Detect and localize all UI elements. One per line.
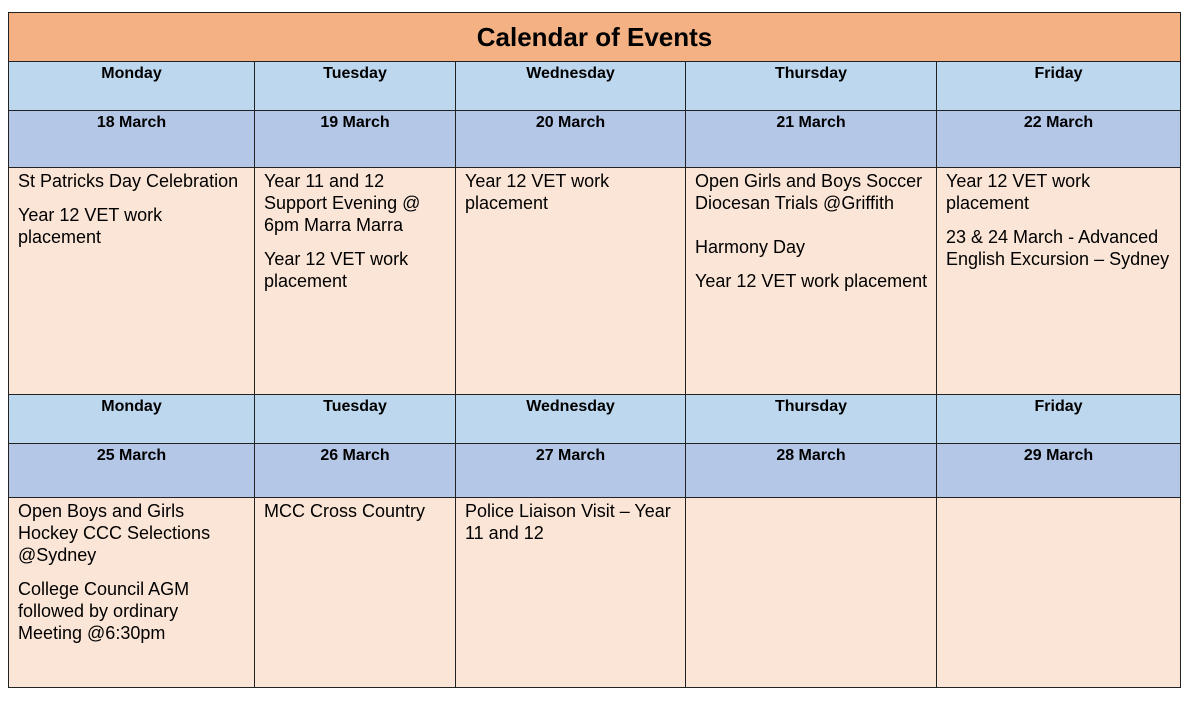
event-item: College Council AGM followed by ordinary Meeting @6:30pm (18, 579, 190, 643)
events-cell (937, 168, 1181, 395)
event-item: Year 12 VET work placement (946, 171, 1091, 213)
events-cell (937, 498, 1181, 688)
events-cell (456, 168, 686, 395)
calendar-title: Calendar of Events (9, 13, 1181, 62)
events-cell (456, 498, 686, 688)
events-cell (686, 498, 937, 688)
date-cell: 26 March (255, 444, 456, 498)
event-item: Police Liaison Visit – Year 11 and 12 (465, 501, 671, 543)
event-item: Year 12 VET work placement (18, 205, 163, 247)
day-header-wednesday: Wednesday (456, 62, 686, 111)
event-item: Open Girls and Boys Soccer Diocesan Trials @Griffith (695, 171, 923, 213)
date-cell: 29 March (937, 444, 1181, 498)
day-header-thursday: Thursday (686, 395, 937, 444)
day-header-monday: Monday (9, 395, 255, 444)
day-header-thursday: Thursday (686, 62, 937, 111)
events-cell (9, 498, 255, 688)
event-item: St Patricks Day Celebration (18, 171, 239, 191)
calendar-table (8, 12, 1181, 688)
day-header-friday: Friday (937, 395, 1181, 444)
day-header-friday: Friday (937, 62, 1181, 111)
event-item: 23 & 24 March - Advanced English Excursion – Sydney (946, 227, 1170, 269)
date-cell: 21 March (686, 111, 937, 168)
date-cell: 28 March (686, 444, 937, 498)
date-cell: 25 March (9, 444, 255, 498)
date-cell: 22 March (937, 111, 1181, 168)
event-item: Year 12 VET work placement (465, 171, 610, 213)
event-item: Year 11 and 12 Support Evening @ 6pm Marra Marra (264, 171, 421, 235)
events-cell (255, 168, 456, 395)
event-item: Harmony Day (695, 237, 806, 257)
event-item: Year 12 VET work placement (695, 271, 928, 291)
day-header-monday: Monday (9, 62, 255, 111)
event-item: Year 12 VET work placement (264, 249, 409, 291)
event-item: Open Boys and Girls Hockey CCC Selections @Sydney (18, 501, 211, 565)
date-cell: 20 March (456, 111, 686, 168)
events-cell (686, 168, 937, 395)
event-item: MCC Cross Country (264, 501, 426, 521)
day-header-tuesday: Tuesday (255, 62, 456, 111)
date-cell: 19 March (255, 111, 456, 168)
events-cell (9, 168, 255, 395)
date-cell: 27 March (456, 444, 686, 498)
day-header-tuesday: Tuesday (255, 395, 456, 444)
day-header-wednesday: Wednesday (456, 395, 686, 444)
events-cell (255, 498, 456, 688)
date-cell: 18 March (9, 111, 255, 168)
